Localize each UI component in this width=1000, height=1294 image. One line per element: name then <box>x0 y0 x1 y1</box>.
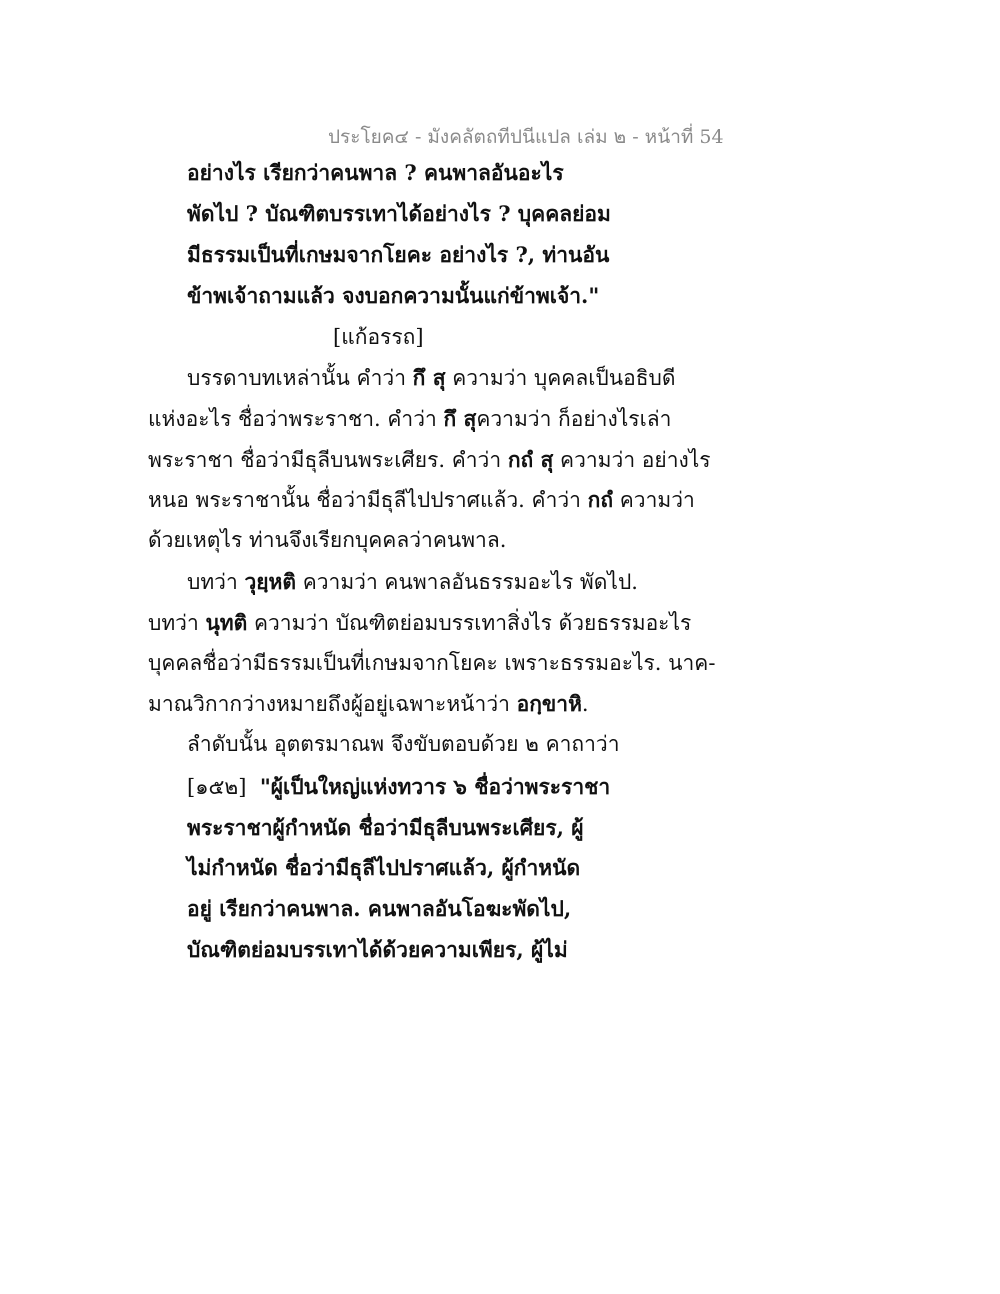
verse-line: พระราชาผู้กำหนัด ชื่อว่ามีธุลีบนพระเศียร, ผู้ <box>187 815 584 840</box>
paragraph-line: พระราชา ชื่อว่ามีธุลีบนพระเศียร. คำว่า กถํ สุ ความว่า อย่างไร <box>148 447 711 472</box>
verse-line: อยู่ เรียกว่าคนพาล. คนพาลอันโอฆะพัดไป, <box>187 896 572 921</box>
verse-number: [๑๕๒] <box>187 775 247 799</box>
section-title: [แก้อรรถ] <box>333 325 424 349</box>
pali-term: วุยฺหติ <box>244 569 297 594</box>
verse-line: ไม่กำหนัด ชื่อว่ามีธุลีไปปราศแล้ว, ผู้กำหนัด <box>187 855 581 880</box>
pali-term: กถํ สุ <box>507 447 554 472</box>
paragraph-line: บุคคลชื่อว่ามีธรรมเป็นที่เกษมจากโยคะ เพราะธรรมอะไร. นาค- <box>148 651 716 675</box>
verse-line: [๑๕๒] "ผู้เป็นใหญ่แห่งทวาร ๖ ชื่อว่าพระราชา <box>187 774 611 799</box>
paragraph-line: บทว่า วุยฺหติ ความว่า คนพาลอันธรรมอะไร พัดไป. <box>187 569 638 594</box>
verse-line: มีธรรมเป็นที่เกษมจากโยคะ อย่างไร ?, ท่านอัน <box>187 242 610 267</box>
pali-term: กถํ <box>587 487 614 512</box>
paragraph-line: ด้วยเหตุไร ท่านจึงเรียกบุคคลว่าคนพาล. <box>148 528 507 552</box>
page-header: ประโยค๔ - มังคลัตถทีปนีแปล เล่ม ๒ - หน้าที่ 54 <box>328 126 724 148</box>
pali-term: นุทติ <box>205 610 248 635</box>
paragraph-line: ลำดับนั้น อุตตรมาณพ จึงขับตอบด้วย ๒ คาถาว่า <box>187 732 620 756</box>
verse-line: ข้าพเจ้าถามแล้ว จงบอกความนั้นแก่ข้าพเจ้า." <box>187 283 600 308</box>
paragraph-line: แห่งอะไร ชื่อว่าพระราชา. คำว่า กึ สุความว่า ก็อย่างไรเล่า <box>148 406 672 431</box>
pali-term: กึ สุ <box>443 406 477 431</box>
paragraph-line: บรรดาบทเหล่านั้น คำว่า กึ สุ ความว่า บุคคลเป็นอธิบดี <box>187 365 676 390</box>
pali-term: อกฺขาหิ <box>516 691 582 716</box>
pali-term: กึ สุ <box>412 365 446 390</box>
paragraph-line: มาณวิกากว่างหมายถึงผู้อยู่เฉพาะหน้าว่า อกฺขาหิ. <box>148 691 589 716</box>
verse-line: พัดไป ? บัณฑิตบรรเทาได้อย่างไร ? บุคคลย่อม <box>187 201 611 226</box>
paragraph-line: หนอ พระราชานั้น ชื่อว่ามีธุลีไปปราศแล้ว. คำว่า กถํ ความว่า <box>148 487 695 512</box>
verse-line: บัณฑิตย่อมบรรเทาได้ด้วยความเพียร, ผู้ไม่ <box>187 937 568 962</box>
paragraph-line: บทว่า นุทติ ความว่า บัณฑิตย่อมบรรเทาสิ่งไร ด้วยธรรมอะไร <box>148 610 692 635</box>
verse-line: อย่างไร เรียกว่าคนพาล ? คนพาลอันอะไร <box>187 160 564 185</box>
